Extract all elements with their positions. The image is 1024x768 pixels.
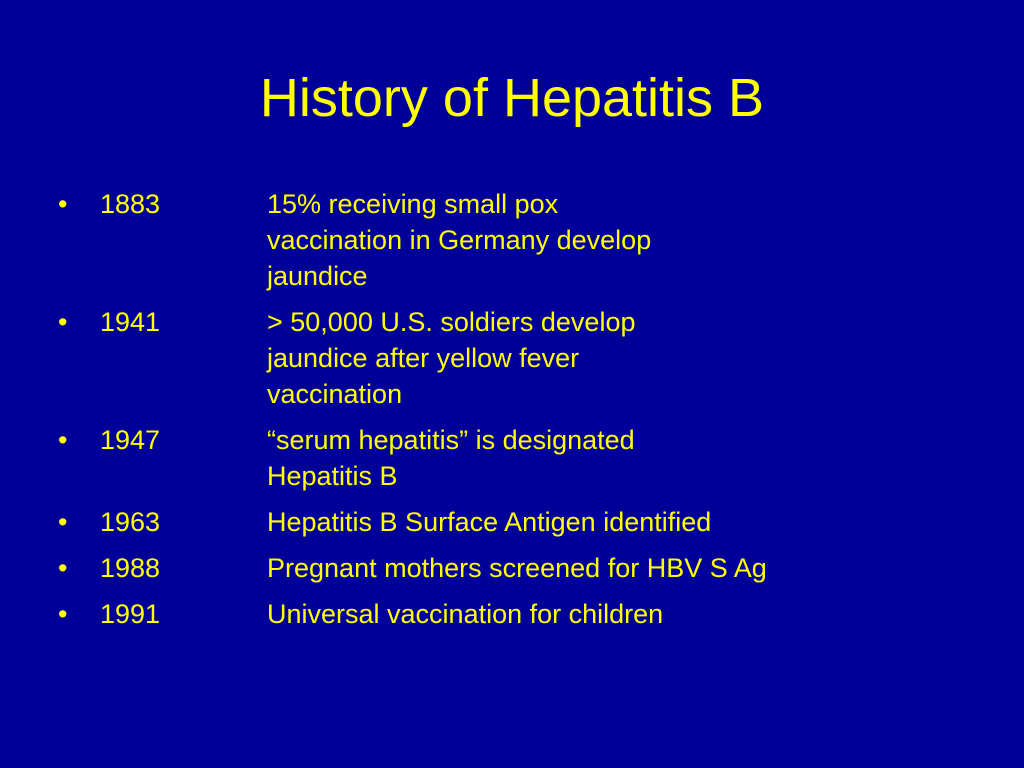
item-year: 1941	[100, 307, 161, 337]
description-line: > 50,000 U.S. soldiers develop	[267, 307, 636, 337]
item-description	[267, 422, 635, 494]
bullet-icon: •	[58, 189, 68, 219]
list-item	[58, 304, 767, 412]
bullet-icon: •	[58, 599, 68, 629]
bullet-icon: •	[58, 307, 68, 337]
bullet-icon: •	[58, 425, 68, 455]
description-line: Hepatitis B	[267, 461, 398, 491]
item-year: 1947	[100, 425, 161, 455]
bullet-icon: •	[58, 507, 68, 537]
list-item	[58, 596, 767, 632]
description-line: “serum hepatitis” is designated	[267, 425, 635, 455]
description-line: vaccination	[267, 379, 403, 409]
description-line: jaundice	[267, 261, 368, 291]
list-item	[58, 186, 767, 294]
description-line: vaccination in Germany develop	[267, 225, 652, 255]
item-year: 1991	[100, 599, 161, 629]
description-line: Hepatitis B Surface Antigen identified	[267, 507, 712, 537]
item-description	[267, 304, 635, 412]
description-line: jaundice after yellow fever	[267, 343, 580, 373]
item-year: 1988	[100, 553, 161, 583]
item-description	[267, 504, 711, 540]
description-line: Pregnant mothers screened for HBV S Ag	[267, 553, 767, 583]
item-description	[267, 186, 651, 294]
item-year: 1883	[100, 189, 161, 219]
list-item	[58, 422, 767, 494]
description-line: Universal vaccination for children	[267, 599, 664, 629]
slide-title: History of Hepatitis B	[259, 68, 765, 128]
list-item	[58, 504, 767, 540]
bullet-icon: •	[58, 553, 68, 583]
item-description	[267, 550, 767, 586]
item-description	[267, 596, 663, 632]
list-item	[58, 550, 767, 586]
item-year: 1963	[100, 507, 161, 537]
history-list	[58, 186, 767, 642]
description-line: 15% receiving small pox	[267, 189, 559, 219]
